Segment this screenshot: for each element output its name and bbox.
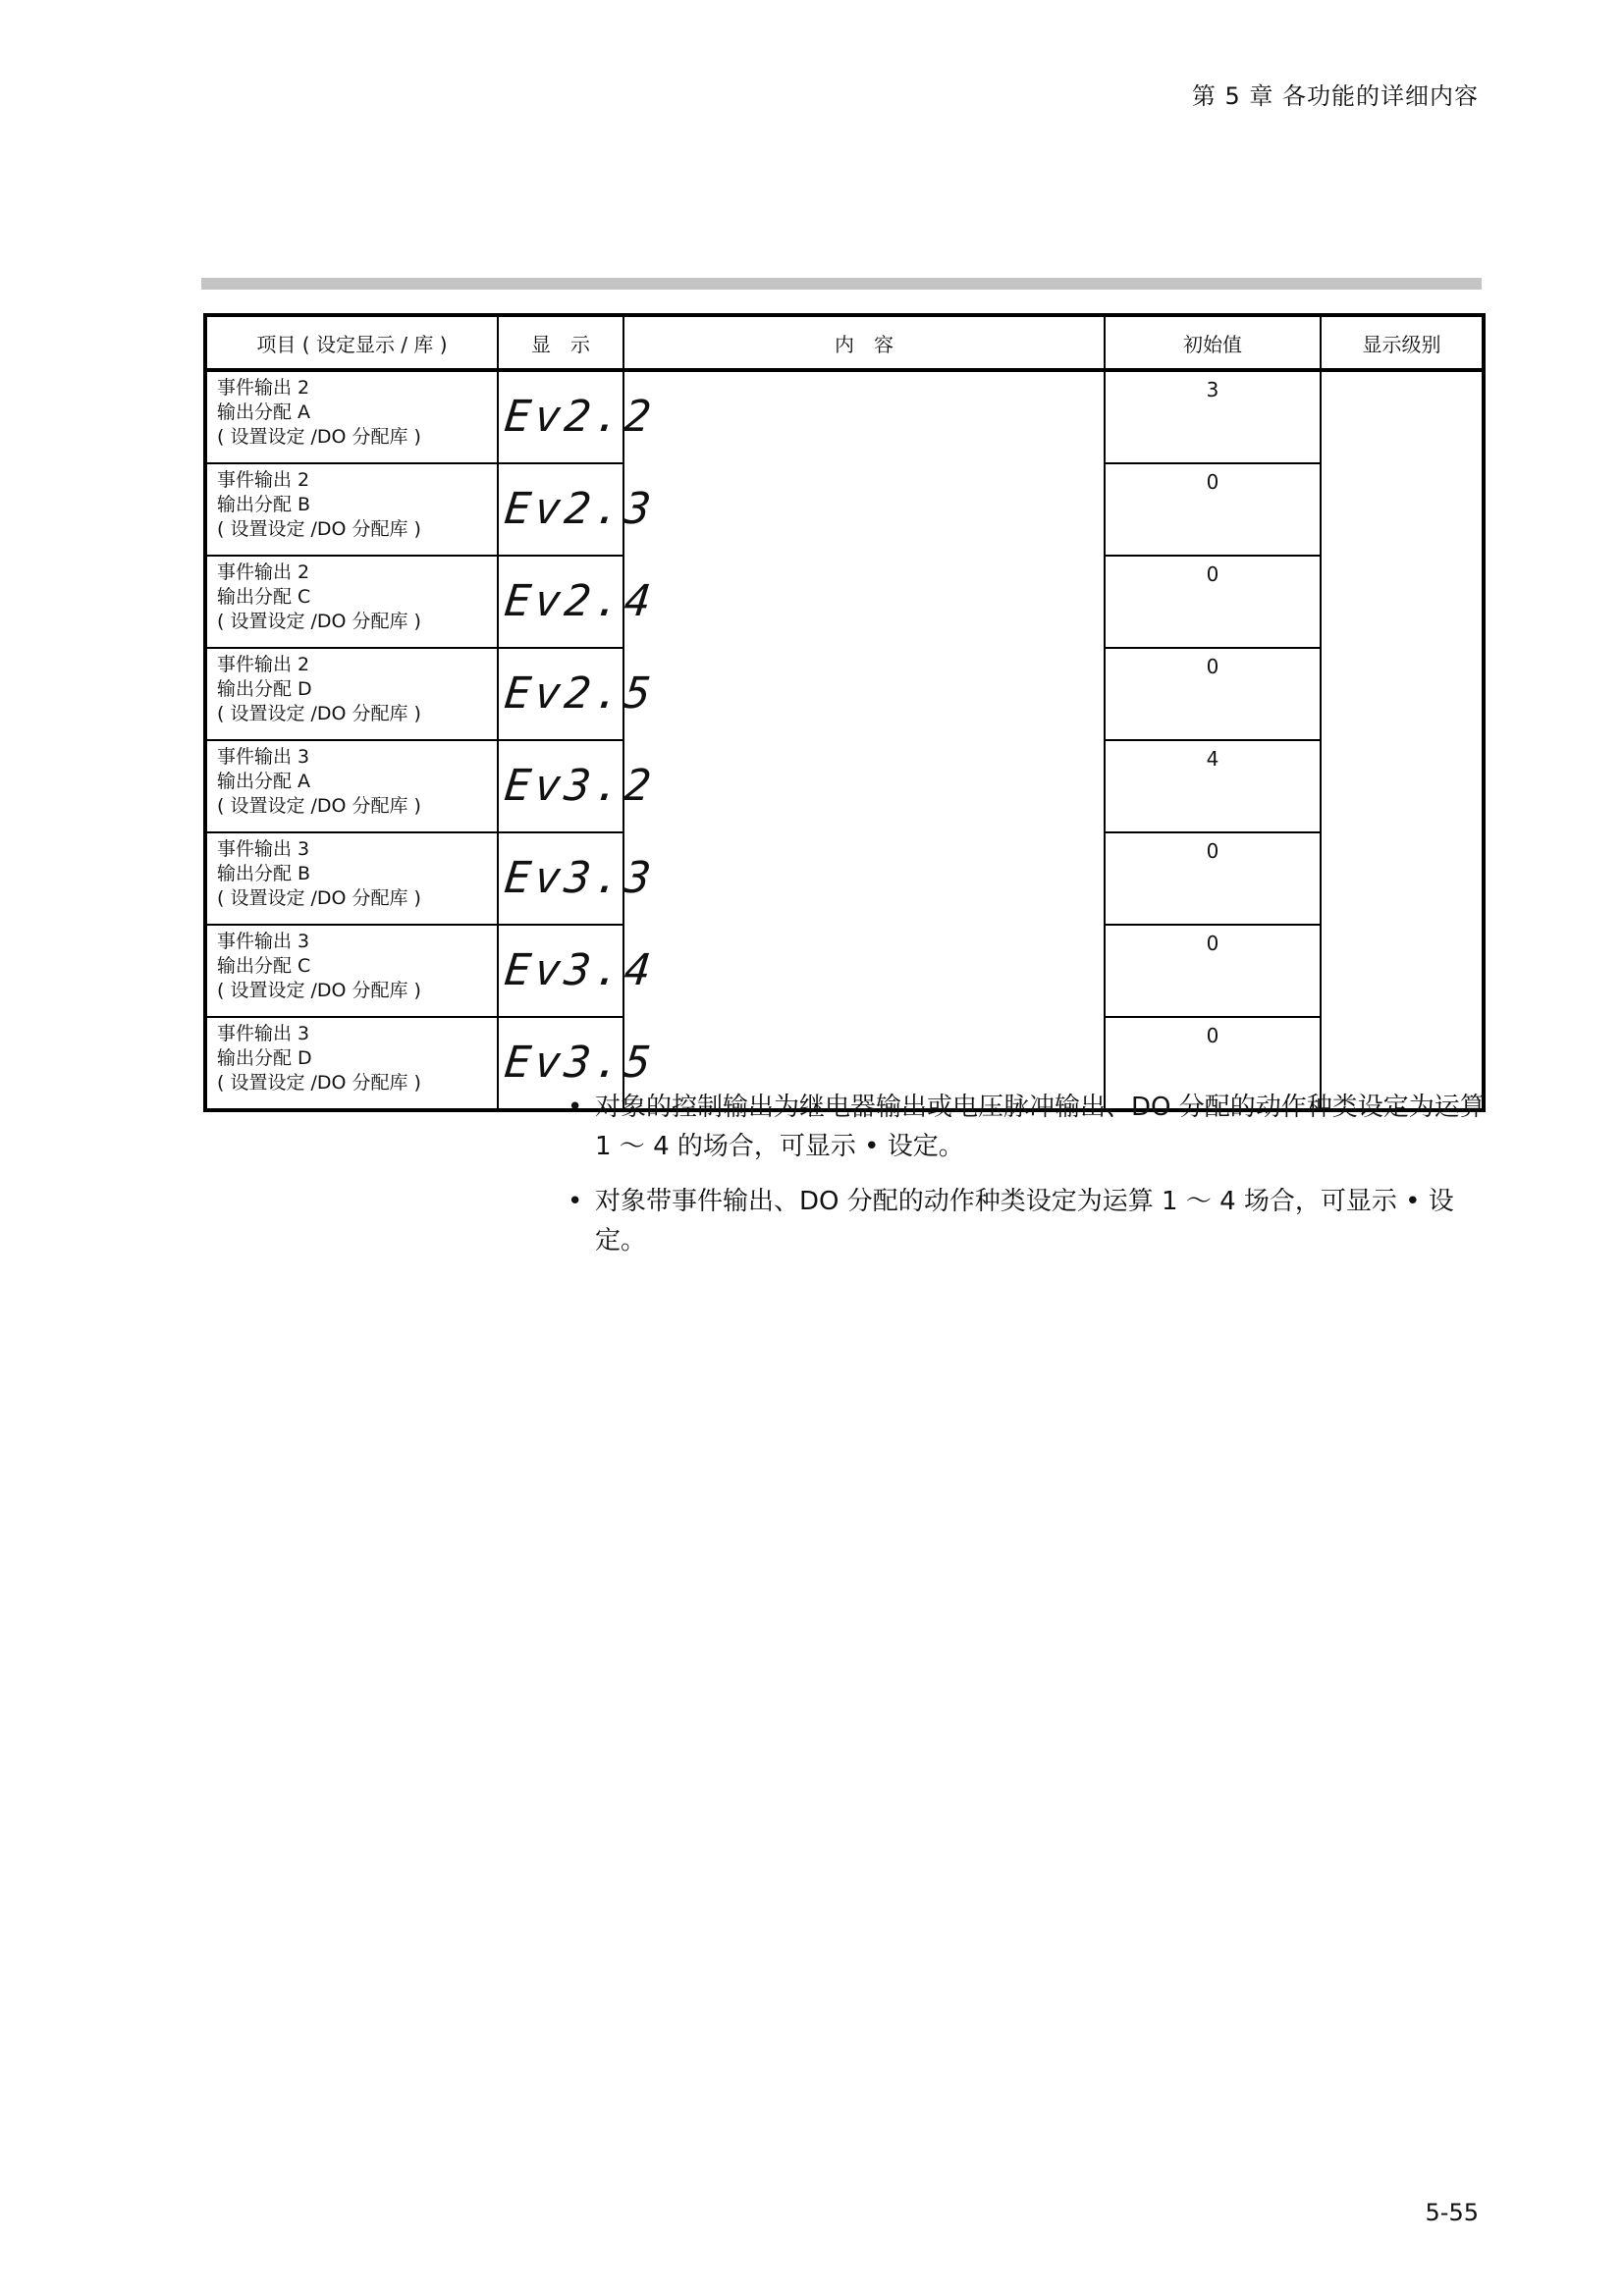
note-item (568, 1088, 1490, 1166)
item-cell (205, 832, 498, 925)
initial-value: 0 (1105, 556, 1321, 648)
item-assignment: 输出分配 C (217, 955, 311, 977)
segment-display-code: Ev2.3 (502, 484, 658, 534)
item-cell (205, 1017, 498, 1110)
chapter-header: 第 5 章 各功能的详细内容 (1191, 82, 1479, 110)
segment-display-code: Ev2.2 (502, 392, 658, 442)
item-name: 事件输出 3 (217, 746, 310, 768)
item-bank: ( 设置设定 /DO 分配库 ) (217, 887, 421, 909)
display-cell (498, 648, 658, 740)
item-assignment: 输出分配 B (217, 863, 311, 884)
table-header-row (205, 315, 1484, 370)
item-assignment: 输出分配 D (217, 678, 312, 700)
item-bank: ( 设置设定 /DO 分配库 ) (217, 611, 421, 632)
note-text: 对象的控制输出为继电器输出或电压脉冲输出、DO 分配的动作种类设定为运算 1 ～ 4 的场合，可显示 • 设定。 (595, 1093, 1486, 1161)
display-cell (498, 740, 658, 832)
segment-display-code: Ev3.5 (502, 1038, 658, 1088)
item-cell (205, 925, 498, 1017)
segment-display-code: Ev3.2 (502, 761, 658, 811)
notes (568, 1088, 1490, 1276)
item-assignment: 输出分配 C (217, 586, 311, 608)
item-name: 事件输出 2 (217, 561, 310, 583)
item-assignment: 输出分配 D (217, 1047, 312, 1069)
parameter-table (203, 313, 1486, 1112)
item-bank: ( 设置设定 /DO 分配库 ) (217, 703, 421, 724)
item-bank: ( 设置设定 /DO 分配库 ) (217, 1072, 421, 1094)
item-cell (205, 556, 498, 648)
initial-value: 0 (1105, 463, 1321, 556)
initial-value: 4 (1105, 740, 1321, 832)
item-bank: ( 设置设定 /DO 分配库 ) (217, 980, 421, 1001)
segment-display-code: Ev2.4 (502, 576, 658, 626)
initial-value: 0 (1105, 648, 1321, 740)
page-number: 5-55 (1425, 2199, 1479, 2226)
table-row (205, 370, 1484, 463)
display-level-cell (1321, 370, 1484, 1110)
item-bank: ( 设置设定 /DO 分配库 ) (217, 795, 421, 817)
segment-display-code: Ev3.4 (502, 945, 658, 995)
item-cell (205, 463, 498, 556)
item-assignment: 输出分配 A (217, 401, 311, 423)
item-name: 事件输出 2 (217, 654, 310, 675)
column-header-display: 显 示 (498, 315, 623, 370)
note-text: 对象带事件输出、DO 分配的动作种类设定为运算 1 ～ 4 场合，可显示 • 设定。 (595, 1187, 1454, 1255)
display-cell (498, 556, 658, 648)
initial-value: 3 (1105, 370, 1321, 463)
initial-value: 0 (1105, 832, 1321, 925)
display-cell (498, 925, 658, 1017)
item-name: 事件输出 2 (217, 469, 310, 491)
item-name: 事件输出 2 (217, 377, 310, 399)
item-name: 事件输出 3 (217, 1023, 310, 1044)
content-cell (623, 370, 1105, 1110)
column-header-content: 内 容 (623, 315, 1105, 370)
item-cell (205, 370, 498, 463)
item-cell (205, 648, 498, 740)
display-cell (498, 370, 658, 463)
item-name: 事件输出 3 (217, 931, 310, 952)
item-cell (205, 740, 498, 832)
section-rule (201, 278, 1482, 290)
column-header-display-level: 显示级别 (1321, 315, 1484, 370)
item-assignment: 输出分配 A (217, 771, 311, 792)
item-bank: ( 设置设定 /DO 分配库 ) (217, 518, 421, 540)
bullet-icon: • (568, 1187, 583, 1216)
item-assignment: 输出分配 B (217, 494, 311, 515)
item-bank: ( 设置设定 /DO 分配库 ) (217, 426, 421, 448)
display-cell (498, 463, 658, 556)
column-header-item: 项目 ( 设定显示 / 库 ) (205, 315, 498, 370)
display-cell (498, 832, 658, 925)
initial-value: 0 (1105, 1017, 1321, 1110)
note-item (568, 1182, 1490, 1260)
column-header-initial-value: 初始值 (1105, 315, 1321, 370)
segment-display-code: Ev3.3 (502, 853, 658, 903)
initial-value: 0 (1105, 925, 1321, 1017)
bullet-icon: • (568, 1093, 583, 1122)
segment-display-code: Ev2.5 (502, 668, 658, 719)
item-name: 事件输出 3 (217, 838, 310, 860)
